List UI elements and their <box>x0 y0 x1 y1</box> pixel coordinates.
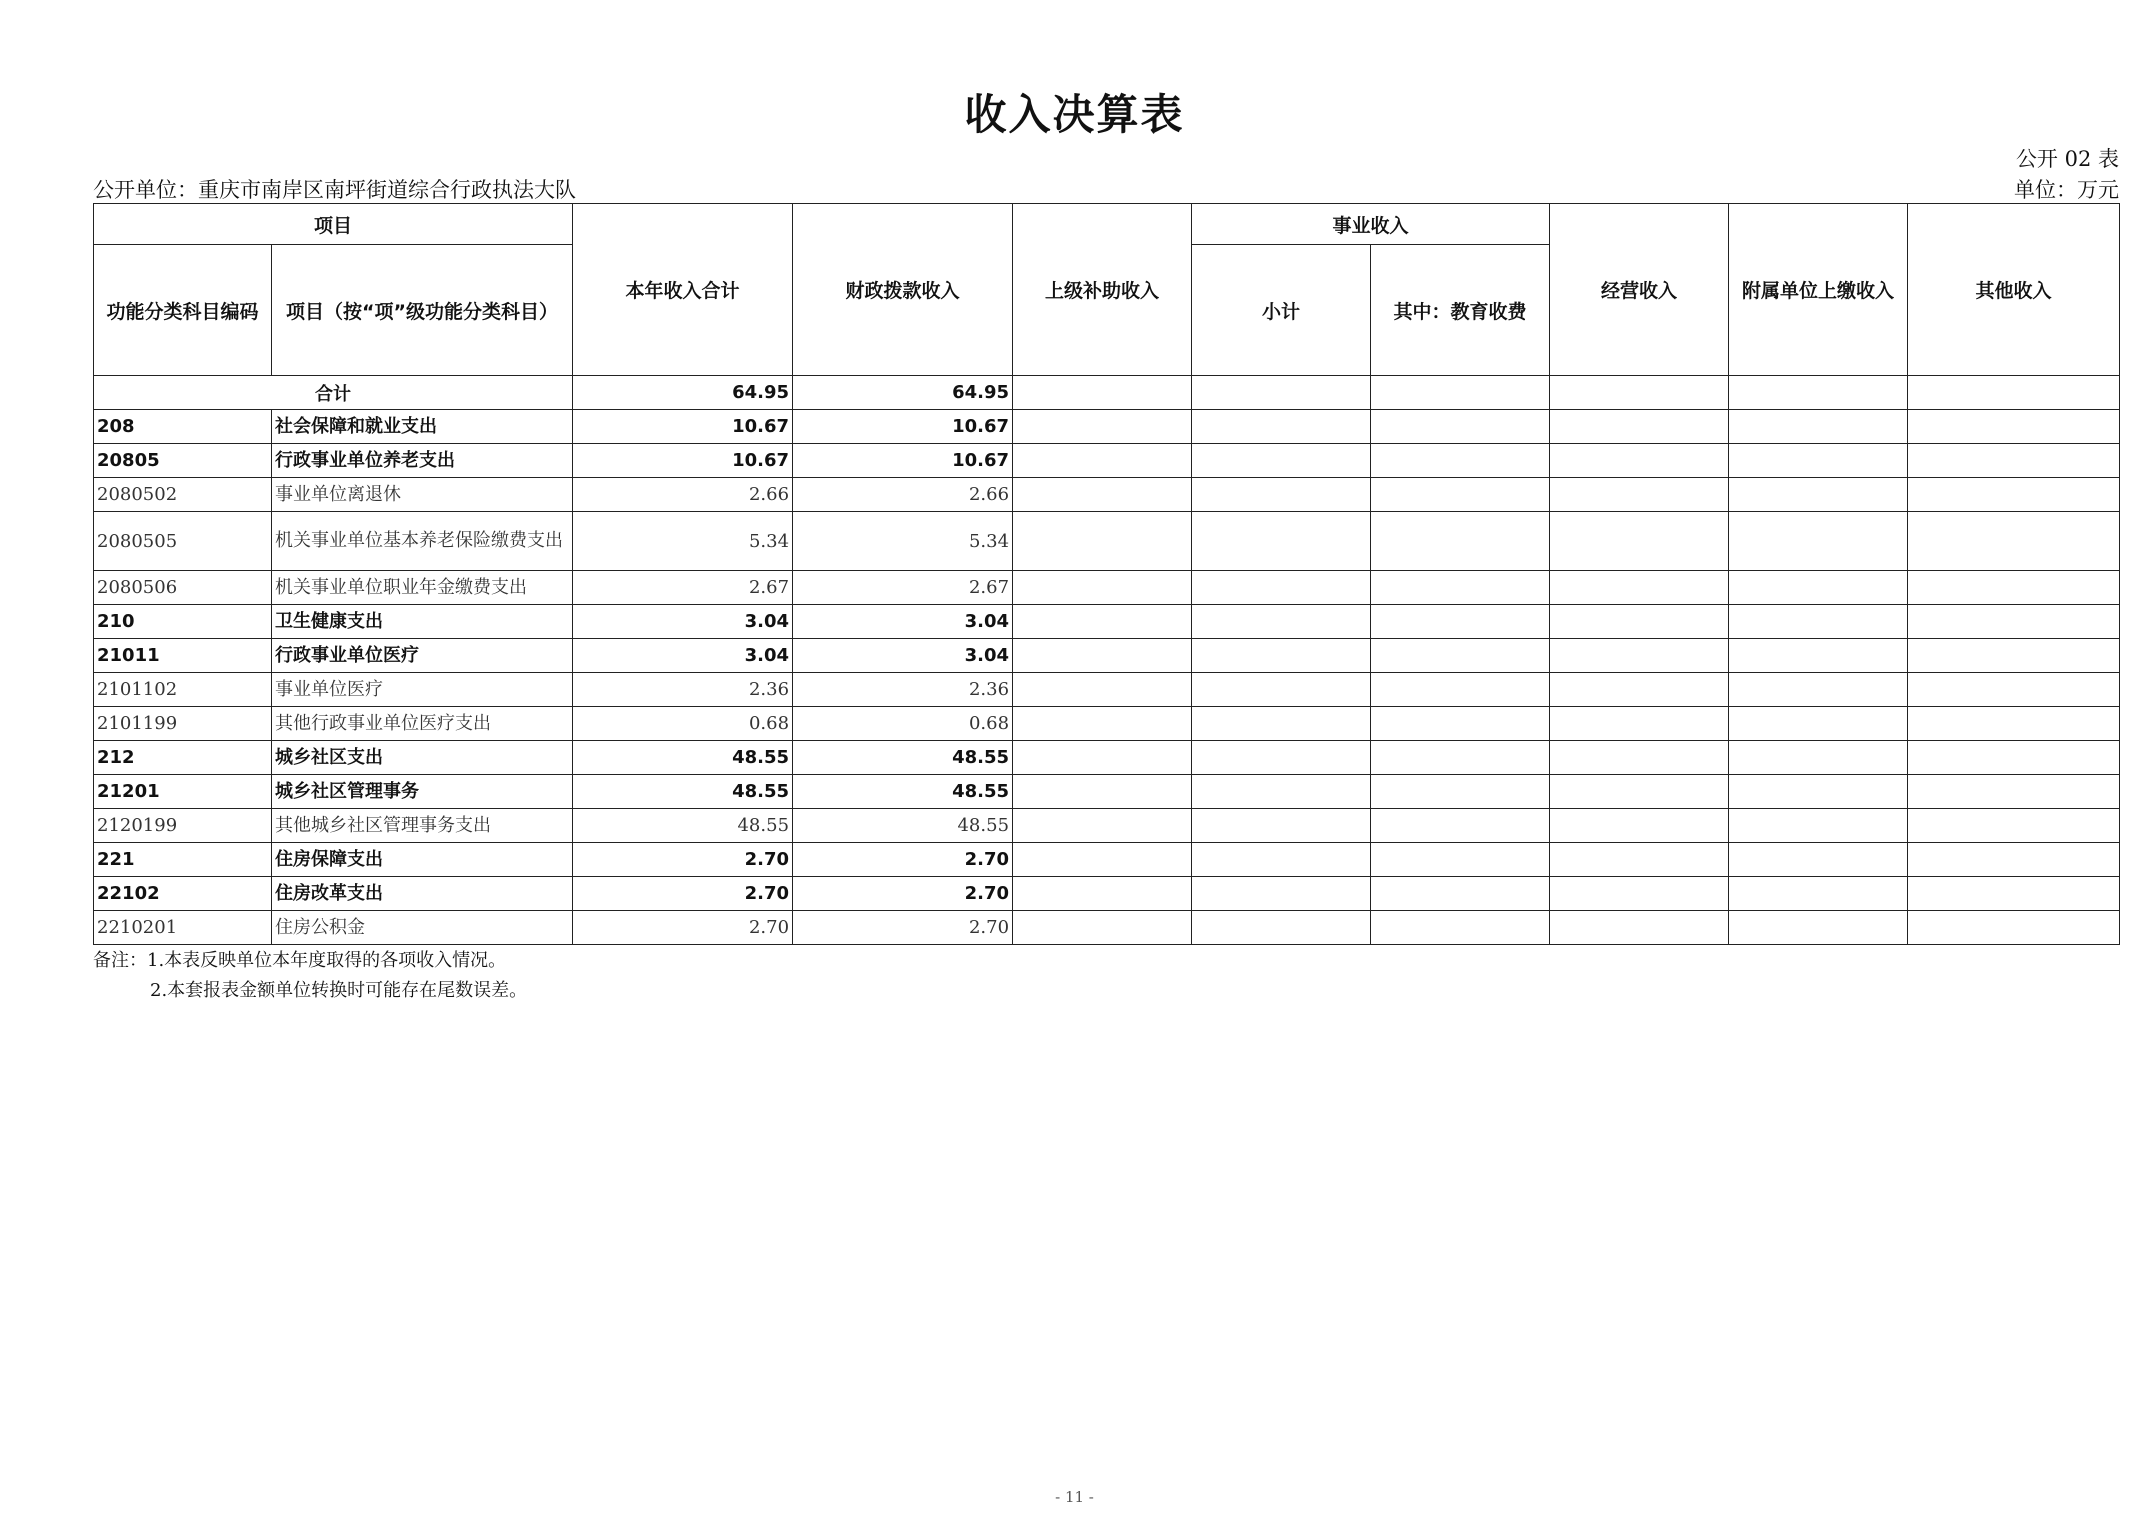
row-name: 住房保障支出 <box>272 843 573 877</box>
row-name: 事业单位离退休 <box>272 478 573 512</box>
row-fiscal: 2.70 <box>793 877 1013 911</box>
row-total-income: 2.70 <box>573 911 793 945</box>
total-label: 合计 <box>94 376 573 410</box>
row-fiscal: 48.55 <box>793 741 1013 775</box>
table-row <box>94 605 2120 639</box>
page-number: - 11 - <box>1055 1488 1094 1506</box>
row-code: 22102 <box>94 877 272 911</box>
row-fiscal: 2.70 <box>793 843 1013 877</box>
row-fiscal: 10.67 <box>793 444 1013 478</box>
table-row <box>94 571 2120 605</box>
header-other: 其他收入 <box>1908 204 2120 376</box>
table-row <box>94 809 2120 843</box>
notes <box>93 946 527 1006</box>
table-row <box>94 911 2120 945</box>
row-total-income: 2.70 <box>573 843 793 877</box>
table-row <box>94 512 2120 571</box>
header-project: 项目 <box>94 204 573 245</box>
row-code: 210 <box>94 605 272 639</box>
row-name: 住房公积金 <box>272 911 573 945</box>
table-row <box>94 775 2120 809</box>
reporting-unit: 公开单位：重庆市南岸区南坪街道综合行政执法大队 <box>93 178 576 202</box>
table-row <box>94 877 2120 911</box>
row-code: 221 <box>94 843 272 877</box>
row-code: 2101199 <box>94 707 272 741</box>
row-total-income: 2.67 <box>573 571 793 605</box>
row-name: 社会保障和就业支出 <box>272 410 573 444</box>
row-fiscal: 2.67 <box>793 571 1013 605</box>
table-row <box>94 478 2120 512</box>
row-name: 其他城乡社区管理事务支出 <box>272 809 573 843</box>
row-fiscal: 48.55 <box>793 775 1013 809</box>
total-fiscal-value: 64.95 <box>793 376 1013 410</box>
table-row <box>94 707 2120 741</box>
row-fiscal: 10.67 <box>793 410 1013 444</box>
page-title: 收入决算表 <box>964 90 1185 139</box>
header-business: 事业收入 <box>1192 204 1550 245</box>
row-name: 住房改革支出 <box>272 877 573 911</box>
note-line-1: 备注：1.本表反映单位本年度取得的各项收入情况。 <box>93 950 507 971</box>
row-name: 城乡社区管理事务 <box>272 775 573 809</box>
row-code: 2080502 <box>94 478 272 512</box>
row-name: 其他行政事业单位医疗支出 <box>272 707 573 741</box>
row-fiscal: 3.04 <box>793 639 1013 673</box>
row-name: 行政事业单位医疗 <box>272 639 573 673</box>
row-name: 卫生健康支出 <box>272 605 573 639</box>
header-total-income: 本年收入合计 <box>573 204 793 376</box>
header-subtotal: 小计 <box>1192 245 1371 376</box>
table-row <box>94 843 2120 877</box>
table-row <box>94 410 2120 444</box>
table-row <box>94 741 2120 775</box>
row-code: 208 <box>94 410 272 444</box>
row-name: 事业单位医疗 <box>272 673 573 707</box>
row-code: 2080506 <box>94 571 272 605</box>
row-code: 21011 <box>94 639 272 673</box>
row-code: 2120199 <box>94 809 272 843</box>
header-affiliated: 附属单位上缴收入 <box>1729 204 1908 376</box>
header-fiscal: 财政拨款收入 <box>793 204 1013 376</box>
row-total-income: 2.36 <box>573 673 793 707</box>
row-total-income: 3.04 <box>573 605 793 639</box>
row-fiscal: 2.70 <box>793 911 1013 945</box>
row-fiscal: 3.04 <box>793 605 1013 639</box>
header-func-code: 功能分类科目编码 <box>94 245 272 376</box>
row-total-income: 0.68 <box>573 707 793 741</box>
row-code: 2080505 <box>94 512 272 571</box>
row-code: 2210201 <box>94 911 272 945</box>
row-fiscal: 2.66 <box>793 478 1013 512</box>
row-name: 机关事业单位基本养老保险缴费支出 <box>272 512 573 571</box>
row-total-income: 48.55 <box>573 741 793 775</box>
income-table <box>93 203 2120 945</box>
row-fiscal: 48.55 <box>793 809 1013 843</box>
row-fiscal: 0.68 <box>793 707 1013 741</box>
total-income-value: 64.95 <box>573 376 793 410</box>
row-name: 城乡社区支出 <box>272 741 573 775</box>
header-superior: 上级补助收入 <box>1013 204 1192 376</box>
total-row <box>94 376 2120 410</box>
row-total-income: 10.67 <box>573 444 793 478</box>
row-name: 行政事业单位养老支出 <box>272 444 573 478</box>
header-operating: 经营收入 <box>1550 204 1729 376</box>
row-code: 2101102 <box>94 673 272 707</box>
row-code: 212 <box>94 741 272 775</box>
row-total-income: 10.67 <box>573 410 793 444</box>
row-total-income: 48.55 <box>573 775 793 809</box>
row-fiscal: 5.34 <box>793 512 1013 571</box>
header-education: 其中：教育收费 <box>1371 245 1550 376</box>
table-row <box>94 444 2120 478</box>
row-total-income: 2.66 <box>573 478 793 512</box>
row-code: 21201 <box>94 775 272 809</box>
note-line-2: 2.本套报表金额单位转换时可能存在尾数误差。 <box>150 980 528 1001</box>
form-number: 公开 02 表 <box>2015 147 2119 171</box>
row-fiscal: 2.36 <box>793 673 1013 707</box>
table-row <box>94 639 2120 673</box>
row-total-income: 3.04 <box>573 639 793 673</box>
row-name: 机关事业单位职业年金缴费支出 <box>272 571 573 605</box>
table-row <box>94 673 2120 707</box>
row-total-income: 48.55 <box>573 809 793 843</box>
row-code: 20805 <box>94 444 272 478</box>
row-total-income: 5.34 <box>573 512 793 571</box>
currency-unit: 单位：万元 <box>2014 178 2119 202</box>
row-total-income: 2.70 <box>573 877 793 911</box>
header-project-item: 项目（按“项”级功能分类科目） <box>272 245 573 376</box>
